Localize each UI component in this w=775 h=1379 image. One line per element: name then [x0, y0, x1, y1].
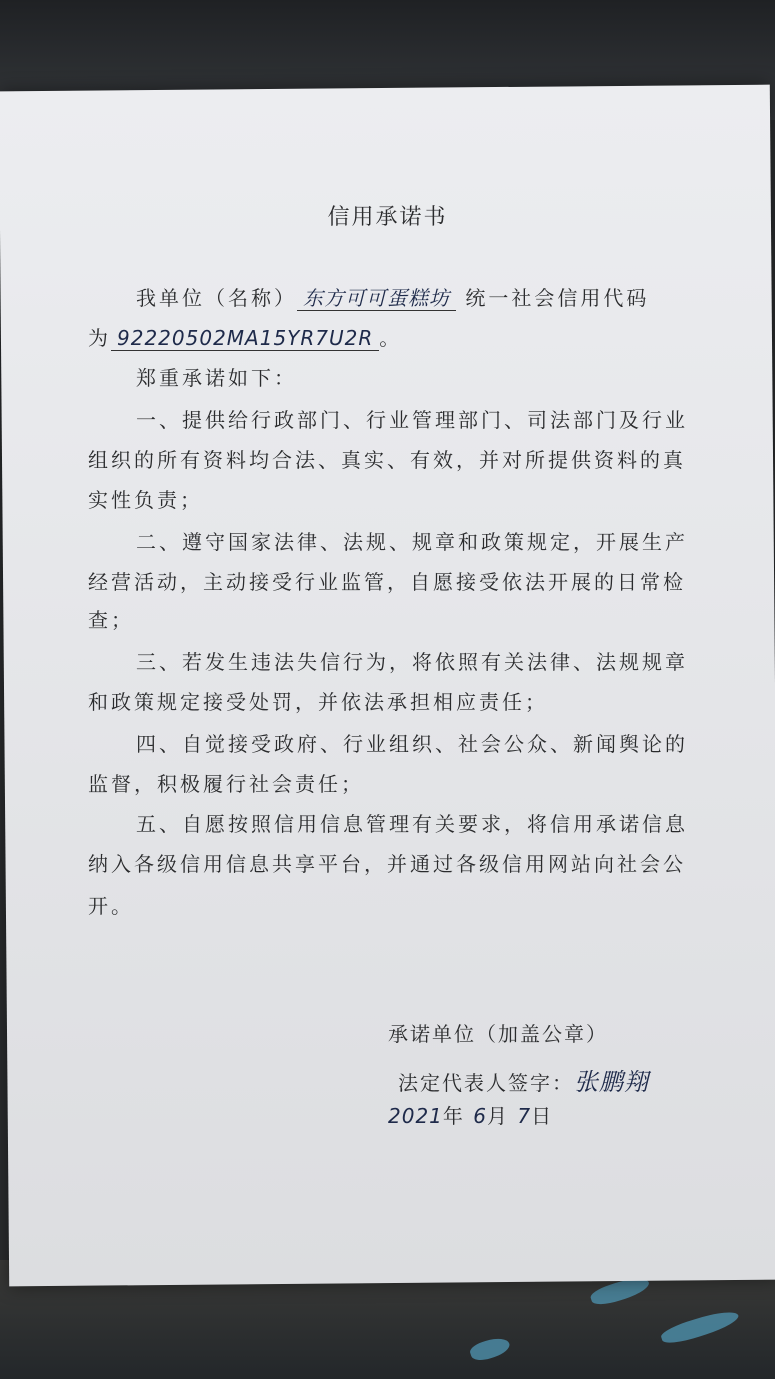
date-month-char: 月	[487, 1104, 509, 1128]
intro-line	[136, 282, 649, 311]
paragraph-1-line-3: 实性负责；	[88, 488, 203, 512]
code-prefix: 为	[88, 326, 111, 350]
paragraph-5-line-1: 五、自愿按照信用信息管理有关要求，将信用承诺信息	[136, 812, 688, 836]
signature-rep-line	[398, 1062, 649, 1097]
signature-rep-label: 法定代表人签字：	[398, 1071, 574, 1095]
intro-suffix: 统一社会信用代码	[465, 286, 650, 310]
date-month: 6	[473, 1104, 487, 1128]
handwritten-signature: 张鹏翔	[574, 1068, 649, 1096]
paragraph-2-line-1: 二、遵守国家法律、法规、规章和政策规定，开展生产	[136, 530, 688, 554]
intro-prefix: 我单位（名称）	[136, 286, 297, 310]
date-year-char: 年	[442, 1104, 465, 1128]
paragraph-3-line-1: 三、若发生违法失信行为，将依照有关法律、法规规章	[136, 650, 688, 674]
paragraph-2-line-2: 经营活动，主动接受行业监管，自愿接受依法开展的日常检	[88, 570, 686, 594]
signature-unit-label: 承诺单位（加盖公章）	[388, 1022, 608, 1046]
document-title: 信用承诺书	[327, 205, 448, 230]
paragraph-1-line-2: 组织的所有资料均合法、真实、有效，并对所提供资料的真	[88, 448, 686, 472]
credit-code-handwritten: 92220502MA15YR7U2R	[111, 326, 379, 351]
paragraph-3-line-2: 和政策规定接受处罚，并依法承担相应责任；	[88, 690, 548, 714]
company-name-handwritten: 东方可可蛋糕坊	[297, 286, 456, 311]
paragraph-4-line-1: 四、自觉接受政府、行业组织、社会公众、新闻舆论的	[136, 732, 688, 756]
paragraph-1-line-1: 一、提供给行政部门、行业管理部门、司法部门及行业	[136, 408, 688, 432]
date-day-char: 日	[531, 1104, 554, 1128]
paragraph-5-line-2: 纳入各级信用信息共享平台，并通过各级信用网站向社会公	[88, 852, 686, 876]
signature-date	[388, 1100, 553, 1129]
date-year: 2021	[388, 1104, 443, 1128]
code-line	[88, 322, 402, 351]
date-day: 7	[517, 1104, 532, 1128]
paragraph-4-line-2: 监督，积极履行社会责任；	[88, 772, 364, 796]
code-suffix: 。	[379, 326, 403, 350]
paragraph-2-line-3: 查；	[88, 608, 134, 632]
pledge-intro: 郑重承诺如下：	[136, 366, 297, 390]
paragraph-5-line-3: 开。	[88, 894, 134, 918]
